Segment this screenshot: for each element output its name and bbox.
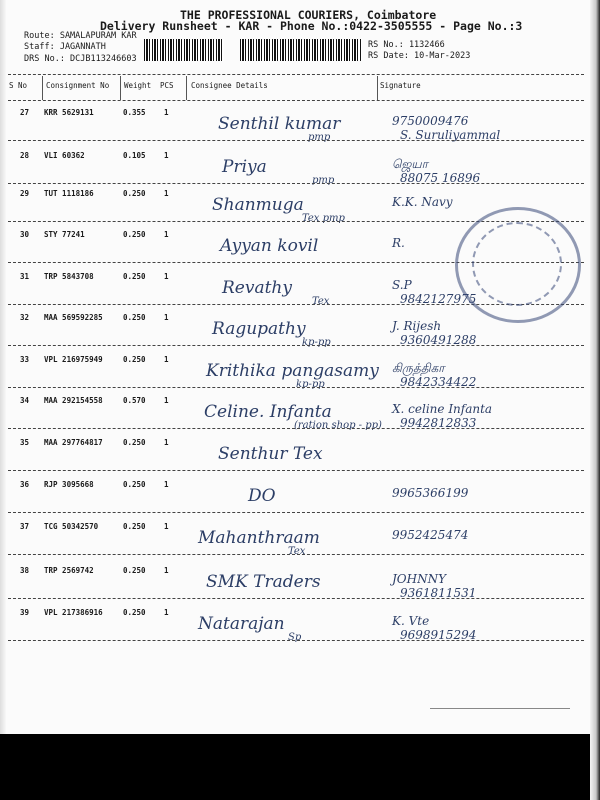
row-consignment: STY 77241	[44, 230, 85, 239]
row-weight: 0.250	[123, 230, 146, 239]
row-sno: 37	[20, 522, 30, 531]
col-sno: S No	[9, 81, 28, 90]
row-consignment: TCG 50342570	[44, 522, 99, 531]
signature-text: R.	[392, 236, 405, 250]
table-row	[0, 558, 600, 598]
row-divider	[8, 140, 584, 141]
consignee-name: Revathy	[222, 278, 292, 298]
table-row	[0, 430, 600, 470]
row-weight: 0.250	[123, 313, 146, 322]
signature-phone: 9842127975	[400, 292, 477, 306]
row-sno: 36	[20, 480, 30, 489]
signature-text: ஜெயா	[392, 157, 428, 171]
signature-text: JOHNNY	[392, 572, 447, 586]
company-title: THE PROFESSIONAL COURIERS, Coimbatore	[180, 8, 437, 22]
row-pcs: 1	[164, 396, 169, 405]
row-weight: 0.250	[123, 438, 146, 447]
col-divider	[42, 76, 43, 100]
rs-number: RS No.: 1132466	[368, 40, 445, 50]
row-weight: 0.250	[123, 566, 146, 575]
row-divider	[8, 428, 584, 429]
table-row	[0, 600, 600, 643]
row-weight: 0.105	[123, 151, 146, 160]
row-sno: 32	[20, 313, 30, 322]
row-consignment: KRR 5629131	[44, 108, 94, 117]
row-consignment: MAA 569592285	[44, 313, 103, 322]
row-weight: 0.250	[123, 189, 146, 198]
col-signature: Signature	[380, 81, 421, 90]
row-sno: 35	[20, 438, 30, 447]
consignee-name: Mahanthraam	[198, 528, 320, 548]
row-sno: 29	[20, 189, 30, 198]
consignee-note: Tex	[288, 546, 306, 557]
row-weight: 0.570	[123, 396, 146, 405]
row-divider	[8, 598, 584, 599]
signature-text: 9750009476	[392, 114, 469, 128]
signature-text: X. celine Infanta	[392, 402, 493, 416]
row-pcs: 1	[164, 230, 169, 239]
consignee-note: pmp	[312, 175, 335, 186]
consignee-name: Senthur Tex	[218, 444, 323, 464]
consignee-name: DO	[248, 486, 276, 506]
row-sno: 31	[20, 272, 30, 281]
signature-phone: 88075 16896	[400, 171, 481, 185]
consignee-note: kp-pp	[296, 379, 325, 390]
scan-bottom-band	[0, 734, 600, 800]
row-sno: 34	[20, 396, 30, 405]
table-row	[0, 472, 600, 512]
row-consignment: TUT 1118186	[44, 189, 94, 198]
row-consignment: TRP 2569742	[44, 566, 94, 575]
row-pcs: 1	[164, 355, 169, 364]
barcode-icon	[240, 39, 362, 61]
col-consignee: Consignee Details	[191, 81, 268, 90]
row-pcs: 1	[164, 438, 169, 447]
drs-number: DRS No.: DCJB113246603	[24, 54, 137, 64]
row-consignment: MAA 297764817	[44, 438, 103, 447]
signature-line	[430, 708, 570, 709]
row-sno: 30	[20, 230, 30, 239]
rs-date: RS Date: 10-Mar-2023	[368, 51, 471, 61]
signature-phone: 9360491288	[400, 333, 477, 347]
scan-right-edge	[590, 0, 600, 800]
row-sno: 27	[20, 108, 30, 117]
row-pcs: 1	[164, 480, 169, 489]
signature-text: J. Rijesh	[392, 319, 442, 333]
row-weight: 0.355	[123, 108, 146, 117]
row-sno: 39	[20, 608, 30, 617]
row-divider	[8, 640, 584, 641]
row-divider	[8, 554, 584, 555]
row-consignment: RJP 3095668	[44, 480, 94, 489]
row-pcs: 1	[164, 608, 169, 617]
col-weight: Weight	[124, 81, 152, 90]
runsheet-title: Delivery Runsheet - KAR - Phone No.:0422-3505555 - Page No.:3	[100, 19, 523, 33]
consignee-name: Ragupathy	[212, 319, 306, 339]
row-consignment: VLI 60362	[44, 151, 85, 160]
row-divider	[8, 470, 584, 471]
col-divider	[377, 76, 378, 100]
row-consignment: VPL 216975949	[44, 355, 103, 364]
consignee-note: kp-pp	[302, 337, 331, 348]
consignee-name: Natarajan	[198, 614, 285, 634]
signature-phone: 9698915294	[400, 628, 477, 642]
signature-text: 9965366199	[392, 486, 469, 500]
route-label: Route: SAMALAPURAM KAR	[24, 31, 137, 41]
row-weight: 0.250	[123, 608, 146, 617]
consignee-name: Ayyan kovil	[220, 236, 319, 256]
row-divider	[8, 345, 584, 346]
table-row	[0, 100, 600, 143]
barcode-icon	[144, 39, 224, 61]
col-pcs: PCS	[160, 81, 174, 90]
postal-stamp-icon	[455, 207, 581, 323]
row-sno: 33	[20, 355, 30, 364]
signature-text: கிருத்திகா	[392, 361, 445, 375]
signature-text: 9952425474	[392, 528, 469, 542]
signature-text: K.K. Navy	[392, 195, 453, 209]
row-pcs: 1	[164, 313, 169, 322]
col-divider	[120, 76, 121, 100]
consignee-note: Sp	[288, 632, 302, 643]
row-weight: 0.250	[123, 480, 146, 489]
row-weight: 0.250	[123, 522, 146, 531]
signature-phone: 9361811531	[400, 586, 477, 600]
consignee-name: Krithika pangasamy	[206, 361, 379, 381]
table-row	[0, 347, 600, 390]
row-pcs: 1	[164, 108, 169, 117]
row-pcs: 1	[164, 189, 169, 198]
consignee-name: SMK Traders	[206, 572, 321, 592]
row-pcs: 1	[164, 566, 169, 575]
table-row	[0, 143, 600, 186]
row-consignment: MAA 292154558	[44, 396, 103, 405]
staff-label: Staff: JAGANNATH	[24, 42, 106, 52]
row-pcs: 1	[164, 522, 169, 531]
consignee-note: pmp	[308, 132, 331, 143]
row-sno: 38	[20, 566, 30, 575]
row-weight: 0.250	[123, 272, 146, 281]
consignee-name: Priya	[222, 157, 267, 177]
consignee-name: Senthil kumar	[218, 114, 341, 134]
signature-phone: 9842334422	[400, 375, 477, 389]
signature-phone: S. Suruliyammal	[400, 128, 501, 142]
consignee-note: Tex pmp	[302, 213, 345, 224]
signature-text: K. Vte	[392, 614, 430, 628]
signature-phone: 9942812833	[400, 416, 477, 430]
row-consignment: TRP 5843708	[44, 272, 94, 281]
col-consignment: Consignment No	[46, 81, 110, 90]
consignee-note: Tex	[312, 296, 330, 307]
col-divider	[186, 76, 187, 100]
row-weight: 0.250	[123, 355, 146, 364]
row-consignment: VPL 217386916	[44, 608, 103, 617]
table-row	[0, 388, 600, 431]
signature-text: S.P	[392, 278, 412, 292]
table-row	[0, 514, 600, 557]
consignee-name: Shanmuga	[212, 195, 304, 215]
consignee-note: (ration shop - pp)	[294, 420, 382, 431]
row-pcs: 1	[164, 272, 169, 281]
header-rule	[8, 74, 584, 75]
row-pcs: 1	[164, 151, 169, 160]
row-sno: 28	[20, 151, 30, 160]
row-divider	[8, 512, 584, 513]
consignee-name: Celine. Infanta	[204, 402, 332, 422]
